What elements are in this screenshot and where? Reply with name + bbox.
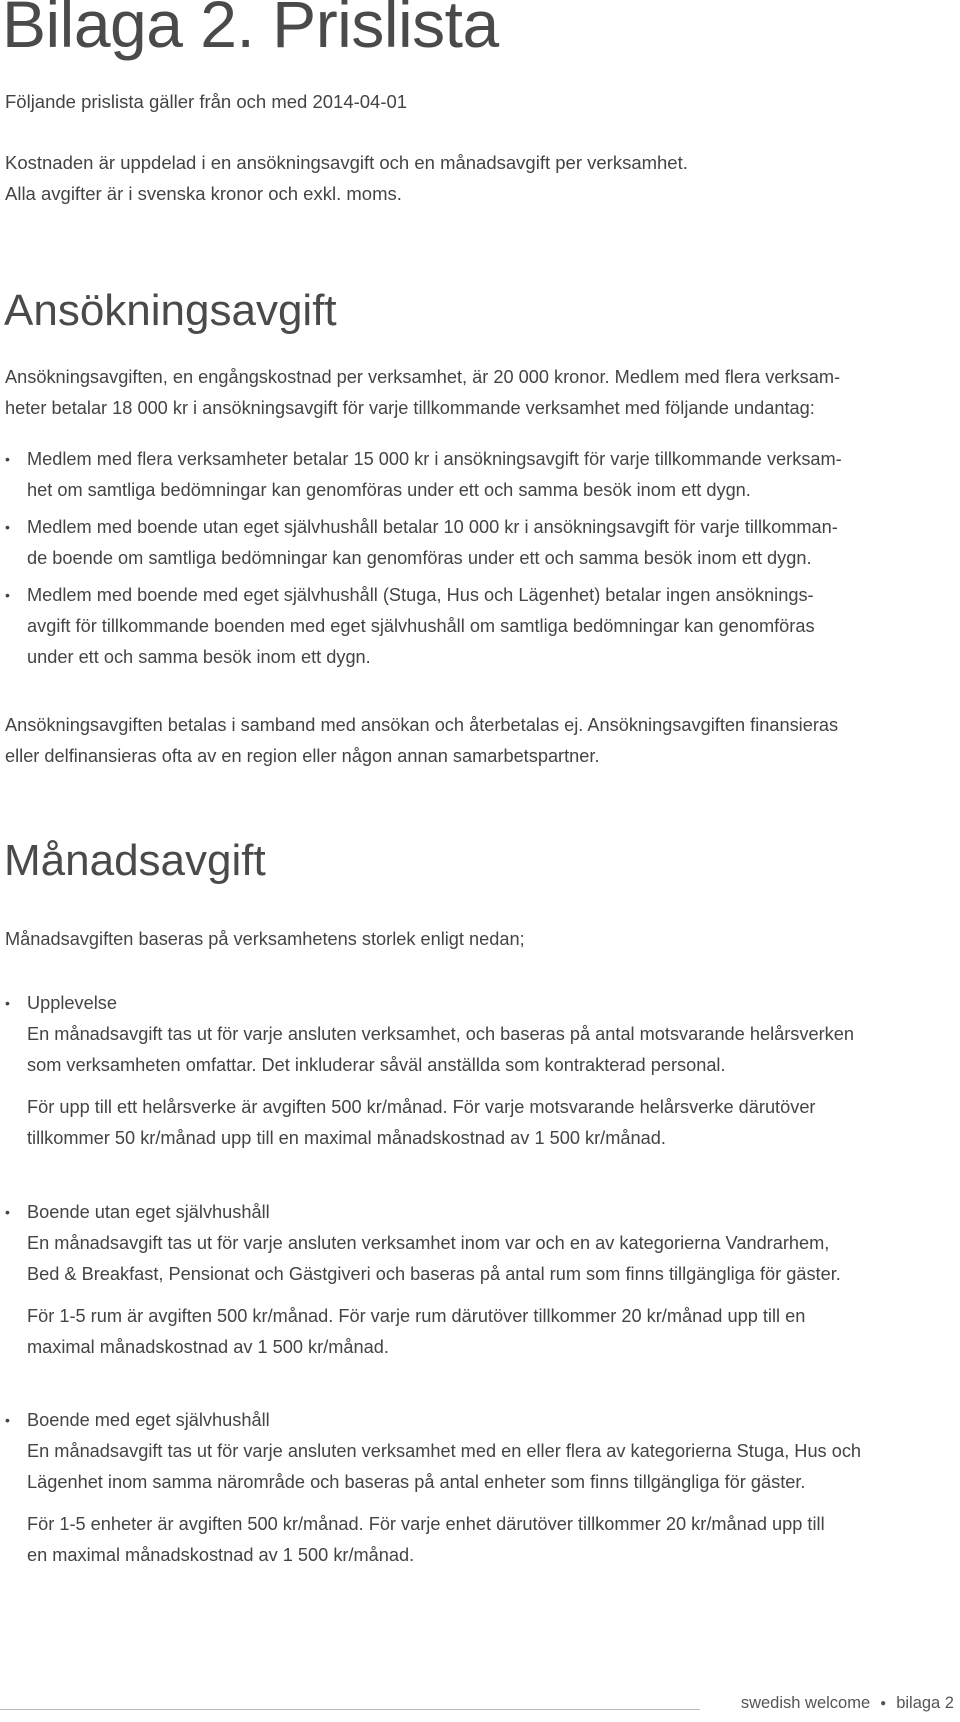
list-item: • Medlem med boende utan eget självhushåll betalar 10 000 kr i ansökningsavgift för varje tillkomman- de boende om samtliga bedömningar kan genomföras under ett och samma besök inom ett dygn. [5, 512, 945, 574]
bullet-icon: • [5, 995, 10, 1011]
footer-page-label: bilaga 2 [896, 1694, 954, 1712]
application-fee-heading: Ansökningsavgift [4, 286, 337, 335]
fee-category-boende-med-sjalvhushall [5, 1405, 945, 1571]
category-description: En månadsavgift tas ut för varje ansluten verksamhet med en eller flera av kategorierna Stuga, Hus och Lägenhet inom samma närområde och baseras på antal enheter som finns tillgängliga för gäster. [27, 1441, 862, 1492]
application-fee-paragraph: Ansökningsavgiften, en engångskostnad per verksamhet, är 20 000 kronor. Medlem med flera verksam- heter betalar 18 000 kr i ansökningsavgift för varje tillkommande verksamhet med följande undantag: [5, 367, 841, 418]
page-title: Bilaga 2. Prislista [2, 0, 499, 61]
bullet-icon: • [5, 519, 10, 535]
footer-divider [0, 1709, 700, 1710]
category-description: En månadsavgift tas ut för varje ansluten verksamhet, och baseras på antal motsvarande helårsverken som verksamheten omfattar. Det inkluderar såväl anställda som kontrakterad personal. [27, 1024, 854, 1075]
list-item: • Medlem med boende med eget självhushåll (Stuga, Hus och Lägenhet) betalar ingen ansöknings- avgift för tillkommande boenden med eget självhushåll om samtliga bedömningar kan genomföras under ett och samma besök inom ett dygn. [5, 580, 945, 673]
category-name: Boende med eget självhushåll [27, 1410, 270, 1430]
monthly-fee-intro: Månadsavgiften baseras på verksamhetens storlek enligt nedan; [5, 929, 525, 949]
cost-text-line-2: Alla avgifter är i svenska kronor och exkl. moms. [5, 183, 402, 204]
category-name: Boende utan eget självhushåll [27, 1202, 270, 1222]
valid-from-text: Följande prislista gäller från och med 2014-04-01 [5, 91, 408, 112]
category-price: För 1-5 enheter är avgiften 500 kr/månad. För varje enhet därutöver tillkommer 20 kr/månad upp till en maximal månadskostnad av 1 500 kr/månad. [27, 1514, 825, 1565]
monthly-fee-heading: Månadsavgift [4, 836, 266, 885]
category-name: Upplevelse [27, 993, 117, 1013]
category-price: För upp till ett helårsverke är avgiften 500 kr/månad. För varje motsvarande helårsverke därutöver tillkommer 50 kr/månad upp till en maximal månadskostnad av 1 500 kr/månad. [27, 1097, 816, 1148]
fee-category-upplevelse [5, 988, 945, 1154]
bullet-icon: • [5, 587, 10, 603]
separator-dot-icon: ● [880, 1698, 887, 1710]
cost-text-line-1: Kostnaden är uppdelad i en ansökningsavgift och en månadsavgift per verksamhet. [5, 152, 688, 173]
bullet-icon: • [5, 451, 10, 467]
bullet-icon: • [5, 1412, 10, 1428]
category-price: För 1-5 rum är avgiften 500 kr/månad. För varje rum därutöver tillkommer 20 kr/månad upp till en maximal månadskostnad av 1 500 kr/månad. [27, 1306, 806, 1357]
page-footer [741, 1694, 954, 1713]
bullet-icon: • [5, 1204, 10, 1220]
footer-brand: swedish welcome [740, 1694, 871, 1712]
list-item: • Medlem med flera verksamheter betalar 15 000 kr i ansökningsavgift för varje tillkommande verksam- het om samtliga bedömningar kan genomföras under ett och samma besök inom ett dygn. [5, 444, 945, 506]
application-fee-closing: Ansökningsavgiften betalas i samband med ansökan och återbetalas ej. Ansökningsavgiften finansieras eller delfinansieras ofta av en region eller någon annan samarbetspartner. [5, 715, 839, 766]
category-description: En månadsavgift tas ut för varje ansluten verksamhet inom var och en av kategorierna Vandrarhem, Bed & Breakfast, Pensionat och Gästgiveri och baseras på antal rum som finns tillgängliga för gäster. [27, 1233, 841, 1284]
fee-category-boende-utan-sjalvhushall [5, 1197, 945, 1363]
application-fee-exceptions [5, 444, 945, 673]
